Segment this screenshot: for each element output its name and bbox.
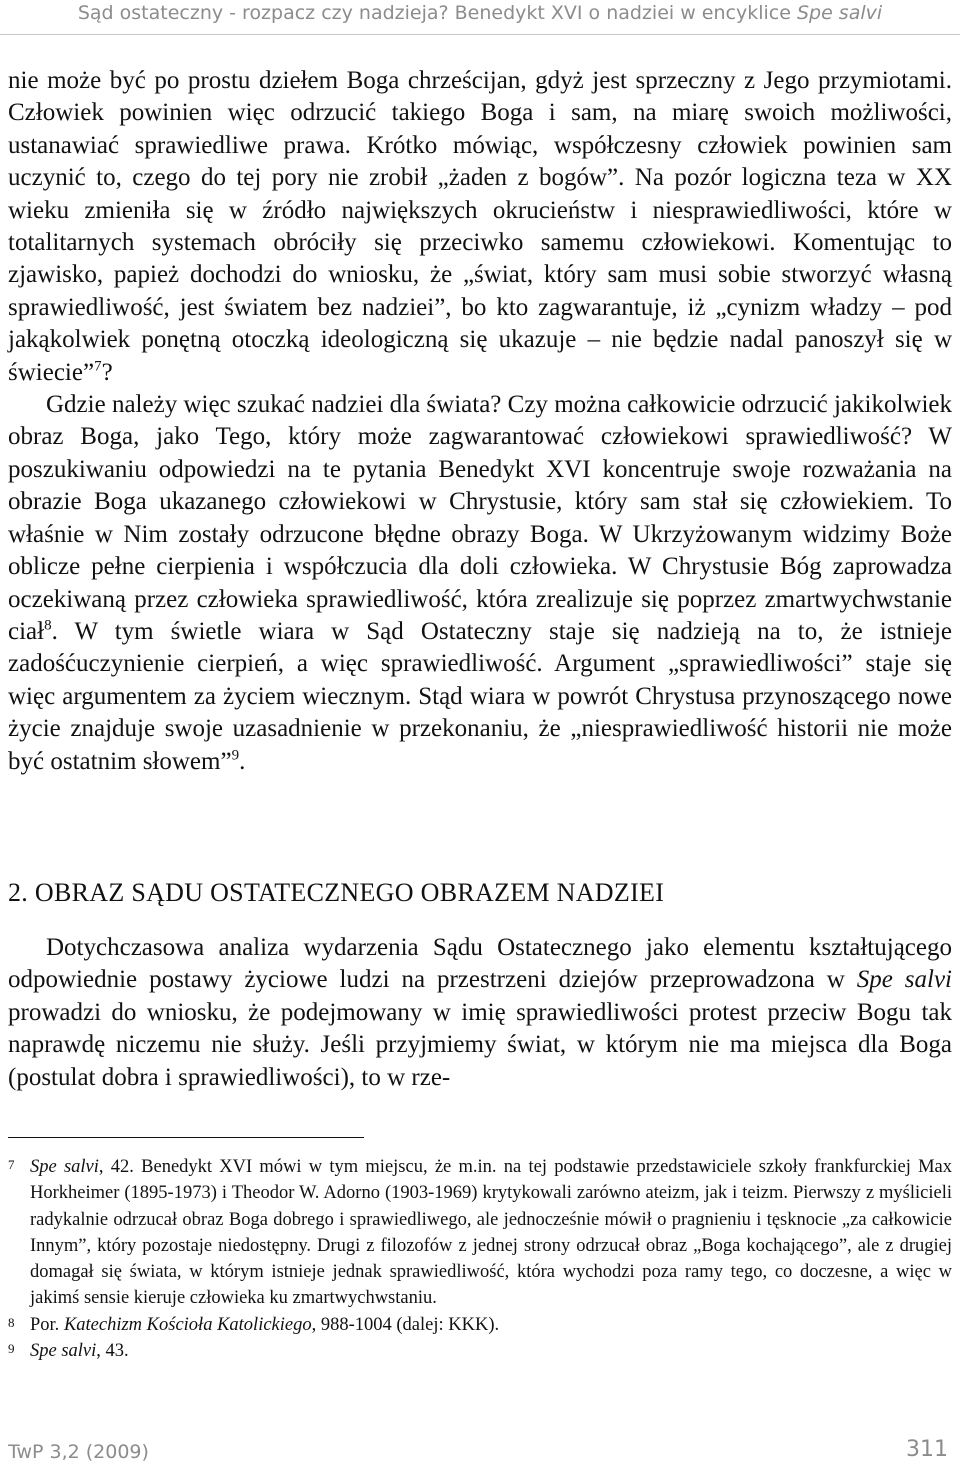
text-run: , 42. Benedykt XVI mówi w tym miejscu, że m.in. na tej podstawie przedstawiciele szkoły frankfurckiej Max Horkheimer (1895-1973) i Theodor W. Adorno (1903-1969) krytykowali zarówno ateizm, jak i teizm. Pierwszy z myślicieli radykalnie odrzucał obraz Boga dobrego i sprawiedliwego, ale jednocześnie mówił o pragnieniu i tęsknocie „za całkowicie Innym”, który pozostaje niedostępny. Drugi z filozofów z jednej strony odrzucał obraz „Boga kochającego”, ale z drugiej domagał się świata, w którym istnieje jednak sprawiedliwość, która wychodzi poza ramy tego, co doczesne, a więc w jakimś sensie kieruje człowieka ku zmartwychwstaniu. <box>30 1157 952 1309</box>
running-head-rule <box>0 34 960 35</box>
text-run: ? <box>101 358 113 386</box>
footnotes <box>8 1154 952 1364</box>
text-run: , 988-1004 (dalej: KKK). <box>311 1314 500 1335</box>
footnote-number: 9 <box>8 1341 15 1357</box>
footnote-separator <box>8 1137 364 1138</box>
italic-text: Spe salvi <box>856 966 952 994</box>
footnote-reference: 7 <box>94 358 102 375</box>
footnote-reference: 8 <box>44 617 52 634</box>
footnote-9 <box>8 1338 952 1364</box>
footnote-text <box>30 1341 129 1361</box>
text-run: Dotychczasowa analiza wydarzenia Sądu Ostatecznego jako elementu kształtującego odpowiednie postawy życiowe ludzi na przestrzeni dziejów przeprowadzona w <box>8 934 952 994</box>
page-number: 311 <box>906 1437 948 1462</box>
footnote-reference: 9 <box>231 747 240 764</box>
footnote-7 <box>8 1154 952 1312</box>
journal-reference: TwP 3,2 (2009) <box>8 1441 149 1463</box>
text-run: Gdzie należy więc szukać nadziei dla świata? Czy można całkowicie odrzucić jakikolwiek obraz Boga, jako Tego, który może zagwarantować człowiekowi sprawiedliwość? W poszukiwaniu odpowiedzi na te pytania Benedykt XVI koncentruje swoje rozważania na obrazie Boga ukazanego człowiekowi w Chrystusie, który sam stał się człowiekiem. To właśnie w Nim zostały odrzucone błędne obrazy Boga. W Ukrzyżowanym widzimy Boże oblicze pełne cierpienia i współczucia dla doli człowieka. W Chrystusie Bóg zaprowadza oczekiwaną przez człowieka sprawiedliwość, która zrealizuje się poprzez zmartwychwstanie ciał <box>8 391 952 645</box>
footnote-number: 7 <box>8 1157 15 1172</box>
footnote-8 <box>8 1312 952 1338</box>
section-heading: 2. OBRAZ SĄDU OSTATECZNEGO OBRAZEM NADZIEI <box>8 878 665 907</box>
running-head <box>0 2 960 24</box>
running-head-text: Sąd ostateczny - rozpacz czy nadzieja? Benedykt XVI o nadziei w encyklice <box>77 2 797 24</box>
italic-text: Spe salvi <box>30 1157 99 1177</box>
footnote-text <box>30 1157 952 1308</box>
paragraph <box>8 389 952 778</box>
paragraph <box>8 65 952 389</box>
text-run: nie może być po prostu dziełem Boga chrześcijan, gdyż jest sprzeczny z Jego przymiotami. Człowiek powinien więc odrzucić takiego Boga i sam, na miarę swoich możliwości, ustanawiać sprawiedliwe prawa. Krótko mówiąc, współczesny człowiek powinien sam uczynić to, czego do tej pory nie zrobił „żaden z bogów”. Na pozór logiczna teza w XX wieku zmieniła się w źródło największych okrucieństw i niesprawiedliwości, które w totalitarnych systemach obróciły się przeciwko samemu człowiekowi. Komentując to zjawisko, papież dochodzi do wniosku, że „świat, który sam musi sobie stworzyć własną sprawiedliwość, jest światem bez nadziei”, bo kto zagwarantuje, iż „cynizm władzy – pod jakąkolwiek ponętną otoczką ideologiczną się ukazuje – nie będzie nadal panoszył się w świecie” <box>8 67 952 386</box>
paragraph <box>8 932 952 1094</box>
text-run: , 43. <box>96 1341 129 1362</box>
footnote-number: 8 <box>8 1314 15 1330</box>
text-run: prowadzi do wniosku, że podejmowany w imię sprawiedliwości protest przeciw Bogu tak naprawdę niczemu nie służy. Jeśli przyjmiemy świat, w którym nie ma miejsca dla Boga (postulat dobra i sprawiedliwości), to w rze- <box>8 998 952 1091</box>
text-run: Por. <box>30 1314 64 1335</box>
page-footer <box>8 1437 948 1463</box>
body-text-bottom <box>8 932 952 1094</box>
text-run: . <box>239 747 246 775</box>
running-head-italic: Spe salvi <box>796 2 883 24</box>
italic-text: Katechizm Kościoła Katolickiego <box>63 1314 312 1335</box>
footnote-text <box>30 1315 499 1335</box>
body-text-top <box>8 65 952 778</box>
italic-text: Spe salvi <box>30 1341 97 1362</box>
text-run: . W tym świetle wiara w Sąd Ostateczny staje się nadzieją na to, że istnieje zadośćuczynienie cierpień, a więc sprawiedliwość. Argument „sprawiedliwości” staje się więc argumentem za życiem wiecznym. Stąd wiara w powrót Chrystusa przynoszącego nowe życie znajduje swoje uzasadnienie w przekonaniu, że „niesprawiedliwość historii nie może być ostatnim słowem” <box>8 617 952 775</box>
